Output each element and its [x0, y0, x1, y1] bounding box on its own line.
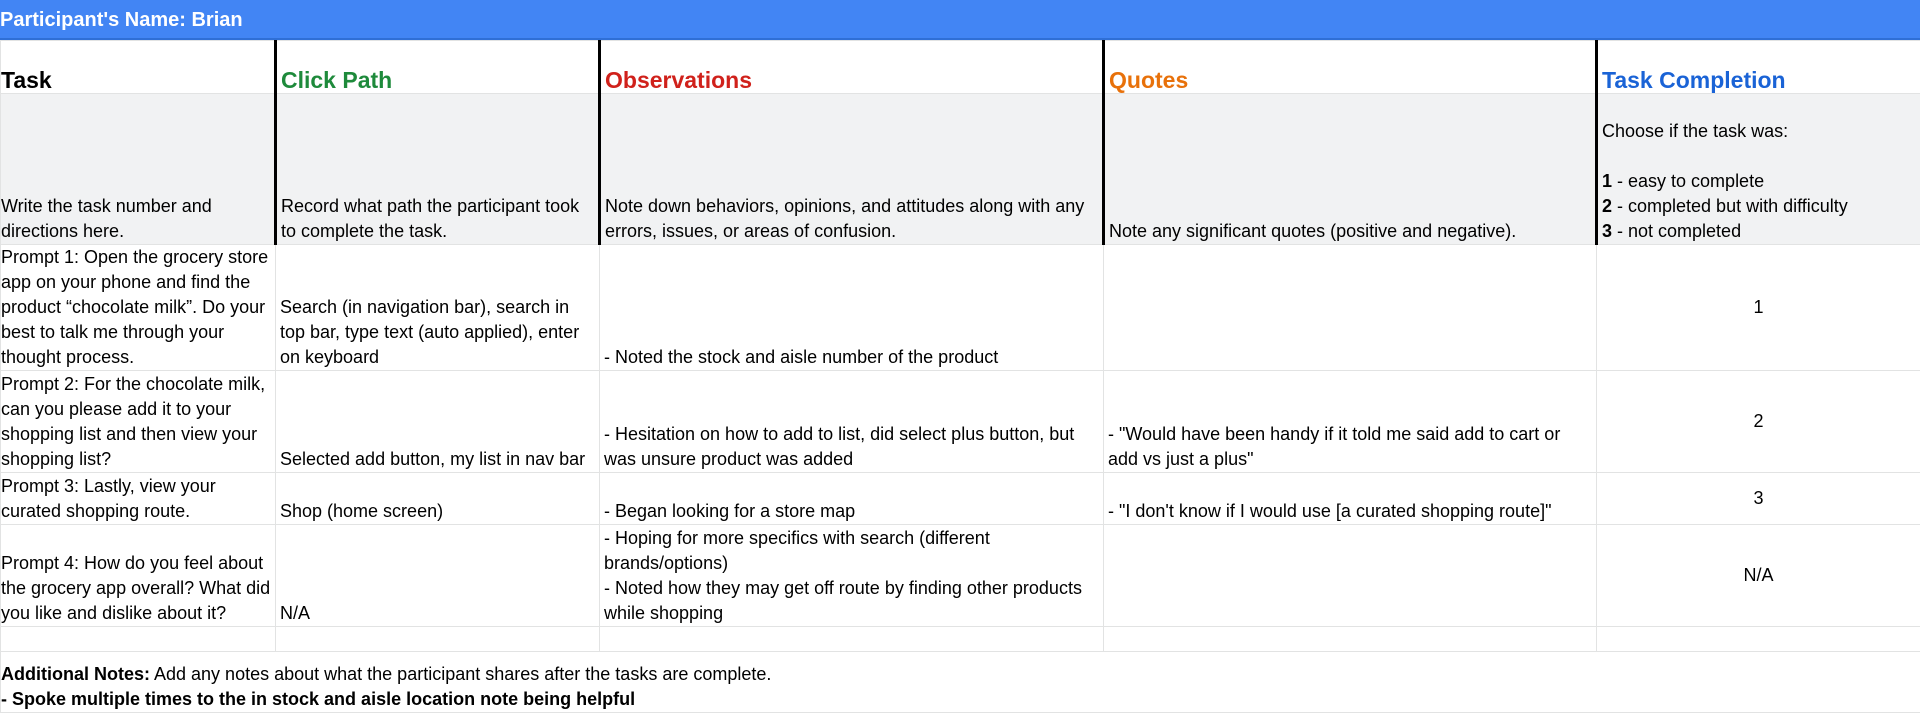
completion-option-1: 1 - easy to complete	[1602, 169, 1916, 194]
completion-cell[interactable]: 1	[1597, 245, 1920, 371]
task-cell[interactable]: Prompt 3: Lastly, view your curated shopping route.	[1, 473, 276, 525]
empty-cell[interactable]	[600, 627, 1104, 652]
completion-intro: Choose if the task was:	[1602, 119, 1916, 144]
additional-notes-instructions: Additional Notes: Add any notes about what the participant shares after the tasks are complete.	[1, 662, 1916, 687]
table-row	[1, 473, 1920, 525]
observations-cell[interactable]	[600, 525, 1104, 627]
observations-cell[interactable]: - Noted the stock and aisle number of the product	[600, 245, 1104, 371]
additional-notes-row	[1, 652, 1920, 713]
additional-notes-entry: - Spoke multiple times to the in stock and aisle location note being helpful	[1, 687, 1916, 712]
header-observations[interactable]: Observations	[600, 41, 1104, 94]
description-row	[1, 94, 1920, 245]
click-path-cell[interactable]: Search (in navigation bar), search in top bar, type text (auto applied), enter on keyboard	[276, 245, 600, 371]
header-row	[1, 41, 1920, 94]
completion-cell[interactable]: 2	[1597, 371, 1920, 473]
quotes-cell[interactable]: - "Would have been handy if it told me said add to cart or add vs just a plus"	[1104, 371, 1597, 473]
empty-cell[interactable]	[1104, 627, 1597, 652]
empty-cell[interactable]	[276, 627, 600, 652]
observations-cell[interactable]: - Began looking for a store map	[600, 473, 1104, 525]
empty-cell[interactable]	[1597, 627, 1920, 652]
desc-task[interactable]: Write the task number and directions here.	[1, 94, 276, 245]
desc-task-completion[interactable]	[1597, 94, 1920, 245]
header-quotes[interactable]: Quotes	[1104, 41, 1597, 94]
task-cell[interactable]: Prompt 4: How do you feel about the grocery app overall? What did you like and dislike about it?	[1, 525, 276, 627]
table-row	[1, 245, 1920, 371]
task-cell[interactable]: Prompt 2: For the chocolate milk, can you please add it to your shopping list and then view your shopping list?	[1, 371, 276, 473]
observation-line: - Hoping for more specifics with search (different brands/options)	[604, 526, 1099, 576]
header-task[interactable]: Task	[1, 41, 276, 94]
empty-cell[interactable]	[1, 627, 276, 652]
additional-notes-cell[interactable]	[1, 652, 1920, 713]
test-notes-table	[0, 40, 1920, 713]
completion-option-3: 3 - not completed	[1602, 219, 1916, 244]
click-path-cell[interactable]: Selected add button, my list in nav bar	[276, 371, 600, 473]
header-click-path[interactable]: Click Path	[276, 41, 600, 94]
quotes-cell[interactable]: - "I don't know if I would use [a curated shopping route]"	[1104, 473, 1597, 525]
completion-cell[interactable]: N/A	[1597, 525, 1920, 627]
quotes-cell[interactable]	[1104, 245, 1597, 371]
header-task-completion[interactable]: Task Completion	[1597, 41, 1920, 94]
table-row	[1, 371, 1920, 473]
observations-cell[interactable]: - Hesitation on how to add to list, did select plus button, but was unsure product was added	[600, 371, 1104, 473]
task-cell[interactable]: Prompt 1: Open the grocery store app on your phone and find the product “chocolate milk”. Do your best to talk me through your thought process.	[1, 245, 276, 371]
completion-option-2: 2 - completed but with difficulty	[1602, 194, 1916, 219]
participant-name-banner: Participant's Name: Brian	[0, 0, 1920, 40]
table-row	[1, 525, 1920, 627]
click-path-cell[interactable]: Shop (home screen)	[276, 473, 600, 525]
click-path-cell[interactable]: N/A	[276, 525, 600, 627]
quotes-cell[interactable]	[1104, 525, 1597, 627]
observation-line: - Noted how they may get off route by finding other products while shopping	[604, 576, 1099, 626]
completion-cell[interactable]: 3	[1597, 473, 1920, 525]
desc-click-path[interactable]: Record what path the participant took to complete the task.	[276, 94, 600, 245]
empty-row	[1, 627, 1920, 652]
desc-quotes[interactable]: Note any significant quotes (positive and negative).	[1104, 94, 1597, 245]
desc-observations[interactable]: Note down behaviors, opinions, and attitudes along with any errors, issues, or areas of confusion.	[600, 94, 1104, 245]
